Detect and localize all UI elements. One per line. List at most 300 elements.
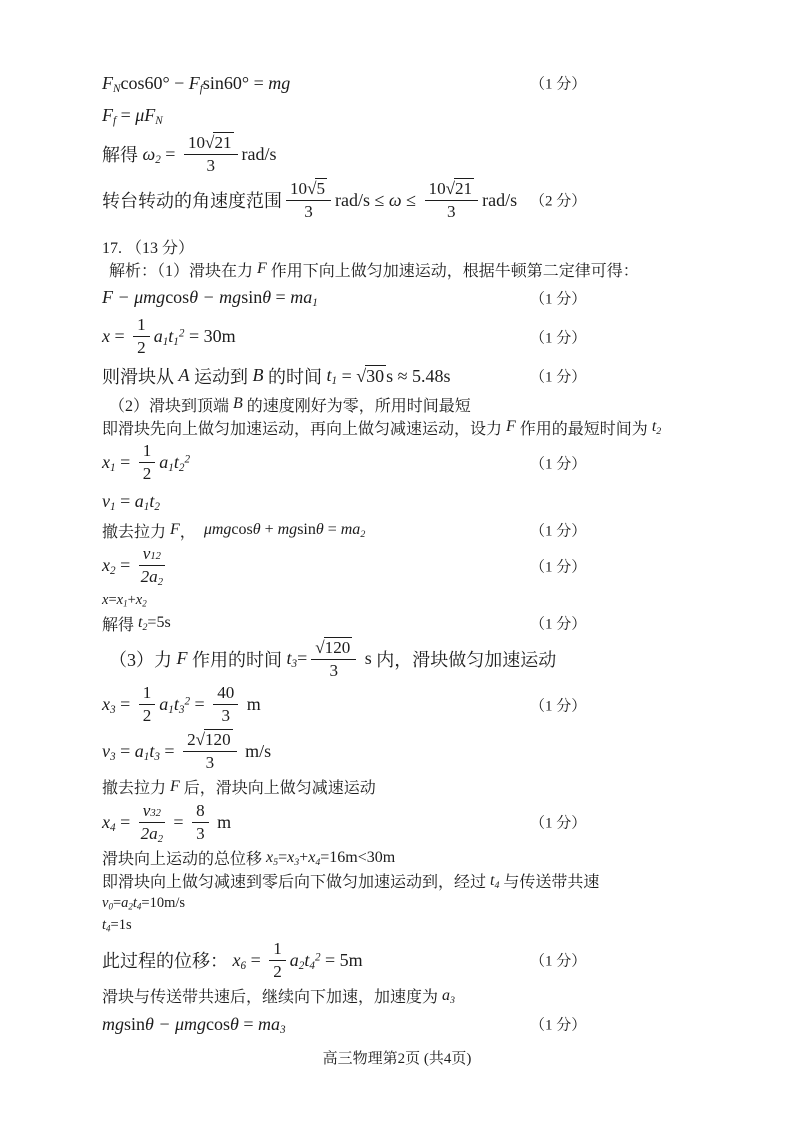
superscript: 2	[184, 695, 191, 708]
subscript: 2	[155, 153, 161, 166]
text-run: 转台转动的角速度范围	[102, 191, 282, 212]
math-variable: $a_1t_2^2$	[159, 452, 191, 475]
radicand: 120	[205, 729, 231, 749]
text-run: 撤去拉力	[102, 780, 171, 798]
text-run: 的速度刚好为零，所用时间最短	[242, 397, 471, 415]
line-content	[102, 895, 185, 912]
math-variable: $t_3$	[286, 648, 298, 671]
math-variable: $x_5$	[266, 848, 279, 868]
line-content	[102, 683, 261, 726]
text-run: 则滑块从	[102, 366, 179, 387]
math-variable: ω	[388, 189, 402, 210]
line-content	[109, 258, 639, 281]
math-variable: θ	[252, 521, 261, 539]
superscript: 2	[314, 951, 321, 964]
fraction	[139, 441, 156, 484]
math-variable: mg	[268, 72, 291, 93]
line-17	[102, 612, 794, 635]
math-roman: +	[299, 848, 309, 866]
text-run: 即滑块先向上做匀加速运动，再向上做匀减速运动，设力	[102, 420, 507, 438]
subscript: 1	[312, 297, 318, 310]
math-variable: $v_1$	[102, 491, 116, 514]
math-variable: θ − mg	[189, 287, 242, 308]
line-content	[102, 315, 236, 358]
fraction	[213, 683, 238, 726]
line-content	[102, 869, 599, 892]
subscript: 6	[240, 959, 247, 972]
line-content	[102, 544, 169, 587]
line-content	[102, 178, 517, 222]
text-run: 作用的最短时间为	[515, 420, 652, 438]
line-7	[102, 283, 794, 313]
fraction-denominator: $2a_2$	[140, 567, 164, 589]
text-run: 的时间	[263, 366, 327, 387]
math-roman: = 30m	[184, 326, 236, 347]
line-content	[109, 637, 556, 681]
text-run: 解析：（1）滑块在力	[109, 262, 258, 280]
line-content	[102, 363, 451, 389]
math-roman: =	[115, 555, 135, 576]
math-roman: =	[159, 740, 180, 761]
subscript: 4	[136, 901, 142, 912]
line-8	[102, 315, 794, 359]
math-roman: sin	[241, 287, 263, 308]
subscript: 2	[298, 959, 305, 972]
radicand: 30	[366, 365, 385, 386]
subscript: 4	[110, 821, 116, 834]
fraction	[183, 729, 237, 773]
math-variable: $x_1$	[116, 592, 128, 609]
math-roman: =	[115, 740, 135, 761]
subscript: 2	[157, 577, 164, 589]
math-roman: =	[160, 143, 180, 164]
math-variable: $x_4$	[102, 811, 116, 834]
sqrt-radical	[315, 637, 352, 658]
line-10	[102, 393, 794, 416]
fraction-denominator: 2	[142, 706, 152, 726]
subscript: 3	[294, 856, 300, 868]
text-run: 作用下向上做匀加速运动，根据牛顿第二定律可得：	[266, 262, 639, 280]
text-run: 与传送带共速	[499, 874, 600, 892]
fraction-numerator: 1	[269, 939, 286, 961]
subscript: f	[113, 114, 117, 127]
fraction-numerator: v 1 2	[139, 544, 165, 566]
fraction	[192, 801, 209, 844]
subscript: 1	[143, 501, 150, 514]
text-run: 滑块与传送带共速后，继续向下加速，加速度为	[102, 989, 443, 1007]
line-content	[102, 939, 363, 982]
subscript: 2	[360, 528, 366, 540]
math-variable: F − μmg	[102, 287, 166, 308]
fraction	[184, 132, 238, 176]
fraction-numerator	[311, 637, 356, 660]
fraction	[139, 801, 165, 844]
score-mark: （1 分）	[530, 523, 587, 540]
subscript: 1	[110, 501, 116, 514]
math-roman: m	[242, 694, 261, 715]
fraction	[139, 683, 156, 726]
math-variable: $ma_2$	[340, 521, 366, 540]
line-11	[102, 416, 794, 439]
score-mark: （1 分）	[530, 369, 587, 386]
math-variable: $x_3$	[102, 694, 116, 717]
sqrt-radical	[356, 365, 386, 387]
math-variable: $ma_1$	[290, 287, 318, 310]
score-mark: （1 分）	[530, 953, 587, 970]
math-variable: $F_f$	[102, 104, 117, 127]
text-run: 后，滑块向上做匀减速运动	[179, 780, 376, 798]
subscript: 2	[110, 565, 116, 578]
math-roman: cos	[206, 1013, 231, 1034]
text-run: （2）滑块到顶端	[109, 397, 234, 415]
subscript: 4	[315, 856, 321, 868]
score-mark: （1 分）	[530, 1017, 587, 1034]
math-roman: m	[212, 811, 232, 832]
sqrt-radical	[446, 178, 474, 199]
line-content	[102, 801, 231, 844]
fraction-denominator: 3	[206, 156, 216, 176]
sqrt-radical	[205, 132, 233, 153]
fraction	[139, 544, 165, 587]
sqrt-radical	[196, 729, 233, 750]
subscript: 3	[110, 704, 116, 717]
score-mark: （1 分）	[530, 559, 587, 576]
line-26	[102, 914, 794, 936]
fraction-denominator: 3	[329, 660, 339, 680]
math-variable: $\omega_2$	[142, 143, 161, 166]
radicand: 21	[214, 133, 232, 152]
math-variable: $a_1t_3^2$	[159, 694, 191, 717]
line-24	[102, 869, 794, 892]
superscript: 2	[178, 327, 185, 340]
line-content	[102, 984, 455, 1007]
subscript: 1	[331, 375, 338, 388]
subscript: 1	[162, 336, 169, 349]
line-content	[102, 519, 365, 542]
math-variable: $x_3$	[287, 848, 300, 868]
score-mark: （1 分）	[530, 330, 587, 347]
subscript: 5	[273, 856, 279, 868]
line-25	[102, 892, 794, 914]
line-content	[102, 287, 318, 308]
math-variable: $a_1t_3$	[134, 740, 160, 763]
math-variable: $a_2t_4$	[121, 894, 142, 912]
math-variable: F	[170, 521, 180, 539]
subscript: 1	[143, 750, 150, 763]
score-mark: （1 分）	[530, 616, 587, 633]
radical-sign: √	[315, 637, 325, 657]
math-variable: μmg	[203, 521, 232, 539]
math-variable: B	[252, 365, 264, 386]
math-roman: =	[323, 521, 341, 539]
math-variable: $\mu F_N$	[135, 104, 163, 127]
math-roman: = √ 30 s ≈ 5.48s	[337, 365, 451, 386]
score-mark: （1 分）	[530, 698, 587, 715]
fraction	[425, 178, 479, 222]
math-variable: θ	[315, 521, 324, 539]
page-footer: 高三物理第2页 (共4页)	[322, 1051, 472, 1068]
math-variable: $a_2t_4^2$	[289, 949, 321, 972]
subscript: N	[155, 114, 163, 127]
subscript: 2	[128, 901, 133, 912]
math-roman: =	[278, 848, 288, 866]
fraction-denominator: 2	[273, 961, 282, 981]
math-variable: mg	[277, 521, 298, 539]
subscript: 3	[291, 658, 298, 671]
line-22	[102, 800, 794, 844]
math-roman: s	[360, 648, 377, 669]
math-roman: =	[116, 104, 136, 125]
line-content	[102, 491, 160, 512]
math-roman: sin60° =	[202, 72, 269, 93]
line-20	[102, 729, 794, 773]
subscript: 1	[168, 704, 174, 717]
fraction-denominator: 3	[205, 753, 215, 773]
subscript: 2	[142, 621, 148, 633]
math-variable: x	[102, 326, 110, 347]
math-roman: =16m<30m	[320, 848, 396, 866]
text-run: 即滑块向上做匀减速到零后向下做匀加速运动到，经过	[102, 874, 491, 892]
text-run: 撤去拉力	[102, 523, 171, 541]
score-mark: （1 分）	[530, 291, 587, 308]
math-variable: x	[102, 592, 109, 609]
line-21	[102, 775, 794, 798]
line-content	[102, 235, 194, 258]
line-6	[102, 258, 794, 281]
fraction-denominator: 3	[196, 823, 205, 843]
subscript: 3	[450, 994, 455, 1006]
subscript: 1	[110, 462, 116, 475]
subscript: 1	[168, 462, 174, 475]
math-variable: $F_f$	[188, 72, 203, 95]
math-variable: B	[233, 395, 243, 413]
math-roman: =	[297, 648, 308, 669]
math-variable: $ma_3$	[258, 1013, 286, 1036]
math-variable: $a_1t_2$	[134, 491, 160, 514]
math-roman: =	[112, 894, 122, 911]
text-run: 作用的时间	[187, 649, 287, 670]
text-run: 此过程的位移：	[102, 951, 233, 972]
text-run: 内，滑块做匀加速运动	[376, 649, 557, 670]
radical-sign: √	[307, 179, 317, 199]
math-variable: $t_2$	[138, 614, 148, 633]
fraction-numerator: 1	[133, 315, 150, 337]
line-content	[102, 846, 395, 869]
math-variable: F	[170, 777, 180, 795]
fraction-denominator: 3	[221, 706, 230, 726]
math-roman: =10m/s	[141, 894, 186, 911]
math-variable: $a_1t_1^2$	[153, 326, 185, 349]
math-roman: +	[127, 592, 136, 609]
math-variable: F	[176, 648, 188, 669]
line-content	[109, 393, 471, 416]
math-variable: F	[257, 260, 267, 278]
subscript: 3	[110, 750, 116, 763]
math-variable: $x_2$	[135, 592, 147, 609]
line-2	[102, 100, 794, 130]
line-19	[102, 683, 794, 727]
math-roman: =	[238, 1013, 259, 1034]
subscript: 4	[309, 959, 315, 972]
math-variable: $F_N$	[102, 72, 121, 95]
math-variable: $t_4$	[102, 916, 111, 934]
radical-sign: √	[445, 179, 455, 199]
fraction	[269, 939, 286, 982]
fraction-numerator: 10 √ 5	[286, 178, 331, 201]
line-28	[102, 984, 794, 1007]
math-roman: cos	[165, 287, 190, 308]
math-roman: =	[190, 694, 210, 715]
fraction	[133, 315, 150, 358]
math-variable: $t_4$	[490, 871, 500, 891]
score-mark: （2 分）	[530, 193, 587, 210]
line-15	[102, 544, 794, 588]
math-roman: =	[246, 949, 266, 970]
fraction-numerator: 10 √ 21	[184, 132, 238, 155]
line-content	[102, 105, 163, 126]
line-content	[102, 73, 290, 94]
fraction-numerator: 10 √ 21	[425, 178, 479, 201]
math-variable: θ	[230, 1013, 239, 1034]
math-variable: A	[178, 365, 190, 386]
subscript: 2	[154, 501, 160, 514]
subscript: 3	[178, 704, 185, 717]
math-variable: $x_6$	[232, 949, 247, 972]
subscript: N	[113, 82, 121, 95]
math-roman: =1s	[110, 916, 132, 933]
superscript: 2	[184, 453, 191, 466]
math-variable: θ	[262, 287, 272, 308]
fraction-denominator: 2	[142, 464, 152, 484]
line-3	[102, 132, 794, 176]
math-variable: $x_2$	[102, 555, 116, 578]
line-content	[102, 592, 147, 609]
line-18	[102, 637, 794, 681]
math-variable: $v_3$	[102, 740, 116, 763]
math-variable: F	[506, 418, 516, 436]
fraction-denominator: 2	[137, 338, 146, 358]
subscript: 2	[142, 598, 147, 609]
math-variable: θ − μmg	[145, 1013, 207, 1034]
line-content	[102, 1014, 286, 1035]
line-29	[102, 1009, 794, 1039]
math-roman: cos	[231, 521, 253, 539]
fraction-denominator: 3	[447, 202, 456, 222]
subscript: 2	[157, 833, 164, 845]
line-9	[102, 361, 794, 391]
math-roman: +	[260, 521, 278, 539]
line-12	[102, 441, 794, 485]
text-run: ，	[179, 523, 204, 541]
math-roman: =	[115, 491, 135, 512]
fraction	[311, 637, 356, 681]
line-content	[102, 775, 376, 798]
subscript: 3	[280, 1023, 286, 1036]
score-mark: （1 分）	[530, 456, 587, 473]
math-roman: =	[110, 326, 130, 347]
subscript: 2	[178, 462, 185, 475]
math-roman: =	[115, 694, 135, 715]
math-roman: =	[168, 811, 189, 832]
math-roman: =	[115, 811, 135, 832]
fraction-numerator: 1	[139, 441, 156, 463]
radicand: 5	[316, 179, 326, 199]
line-content	[102, 917, 132, 934]
math-roman: = 5m	[320, 949, 363, 970]
subscript: f	[199, 82, 203, 95]
fraction-numerator: 2 √ 120	[183, 729, 237, 752]
math-roman: rad/s ≤	[335, 189, 389, 210]
sqrt-radical	[307, 178, 327, 199]
line-1	[102, 68, 794, 98]
text-run: 滑块向上运动的总位移	[102, 851, 267, 869]
radicand: 21	[455, 179, 473, 199]
text-run: 解得	[102, 616, 139, 634]
line-14	[102, 519, 794, 542]
subscript: 0	[108, 901, 113, 912]
line-content	[102, 612, 171, 635]
line-27	[102, 938, 794, 982]
text-run: 解得	[102, 145, 143, 166]
fraction-numerator: 8	[192, 801, 209, 823]
math-roman: sin	[297, 521, 316, 539]
math-variable: $x_1$	[102, 452, 116, 475]
math-roman: cos60° −	[120, 72, 189, 93]
math-variable: $a_3$	[442, 986, 455, 1006]
math-variable: mg	[102, 1013, 124, 1034]
subscript: 1	[173, 336, 179, 349]
radicand: 120	[324, 637, 351, 657]
fraction-numerator: 40	[213, 683, 238, 705]
math-variable: $x_4$	[308, 848, 321, 868]
math-roman: ≤	[401, 189, 421, 210]
radical-sign: √	[356, 365, 367, 386]
line-23	[102, 846, 794, 869]
subscript: 1	[123, 598, 128, 609]
fraction	[286, 178, 331, 222]
fraction-denominator: 3	[304, 202, 313, 222]
line-16	[102, 590, 794, 612]
radical-sign: √	[205, 133, 215, 152]
score-mark: （1 分）	[530, 815, 587, 832]
subscript: 4	[106, 923, 111, 934]
fraction-denominator: $2a_2$	[140, 823, 164, 845]
line-content	[102, 729, 271, 773]
line-content	[102, 441, 190, 484]
math-roman: =	[115, 452, 135, 473]
math-roman: =5s	[147, 614, 171, 632]
radical-sign: √	[195, 729, 205, 749]
math-variable: $t_1$	[326, 365, 338, 388]
math-roman: rad/s	[241, 143, 277, 164]
line-content	[102, 416, 661, 439]
fraction-numerator: v 3 2	[139, 801, 165, 823]
math-roman: =	[271, 287, 291, 308]
score-mark: （1 分）	[530, 76, 587, 93]
line-content	[102, 132, 277, 176]
text-run: 运动到	[189, 366, 253, 387]
math-roman: sin	[124, 1013, 146, 1034]
math-variable: $v_0$	[102, 894, 113, 912]
text-run: （3）力	[109, 649, 177, 670]
fraction-numerator: 1	[139, 683, 156, 705]
math-roman: =	[108, 592, 117, 609]
line-5	[102, 235, 794, 258]
subscript: 3	[154, 750, 160, 763]
math-roman: m/s	[240, 740, 272, 761]
subscript: 4	[494, 879, 500, 891]
line-13	[102, 487, 794, 517]
